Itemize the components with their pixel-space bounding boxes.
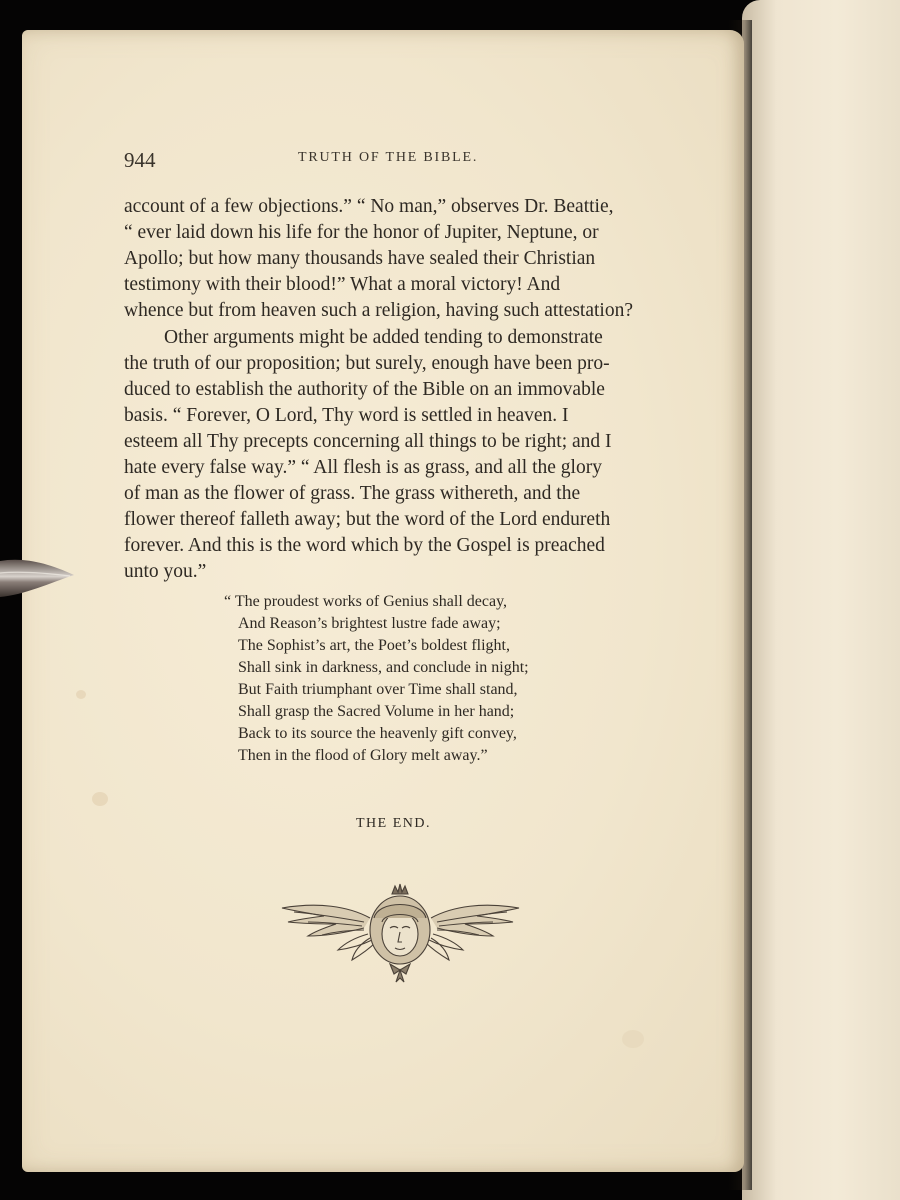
body-line: “ ever laid down his life for the honor of Jupiter, Neptune, or [124,222,599,243]
foxing-spot [92,792,108,806]
body-line: hate every false way.” “ All flesh is as grass, and all the glory [124,457,602,478]
body-line: unto you.” [124,561,207,582]
body-line: flower thereof falleth away; but the word of the Lord endureth [124,509,611,530]
body-line: esteem all Thy precepts concerning all things to be right; and I [124,431,612,452]
foxing-spot [76,690,86,699]
body-line: basis. “ Forever, O Lord, Thy word is settled in heaven. I [124,405,569,426]
facing-page-edge [742,0,900,1200]
page-number: 944 [124,148,156,172]
the-end-label: THE END. [356,816,431,831]
verse-line: “ The proudest works of Genius shall decay, [224,593,508,610]
verse-line: Shall grasp the Sacred Volume in her hand; [238,703,515,720]
body-line: of man as the flower of grass. The grass withereth, and the [124,483,581,504]
verse-line: Shall sink in darkness, and conclude in night; [238,659,529,676]
foxing-spot [622,1030,644,1048]
running-head: TRUTH OF THE BIBLE. [298,150,479,165]
body-line: account of a few objections.” “ No man,” observes Dr. Beattie, [124,196,614,217]
verse-line: Back to its source the heavenly gift convey, [238,725,517,742]
winged-cherub-head-icon [278,878,523,986]
body-line: testimony with their blood!” What a moral victory! And [124,274,561,295]
body-line: duced to establish the authority of the Bible on an immovable [124,379,605,400]
body-line: the truth of our proposition; but surely, enough have been pro- [124,353,610,374]
body-line: whence but from heaven such a religion, having such attestation? [124,300,633,321]
verse-line: The Sophist’s art, the Poet’s boldest flight, [238,637,510,654]
bookmark-clip-icon [0,553,76,601]
body-line: Other arguments might be added tending to demonstrate [164,327,603,348]
verse-line: And Reason’s brightest lustre fade away; [238,615,501,632]
verse-line: But Faith triumphant over Time shall stand, [238,681,518,698]
body-line: Apollo; but how many thousands have sealed their Christian [124,248,596,269]
book-page [22,30,744,1172]
body-line: forever. And this is the word which by the Gospel is preached [124,535,605,556]
verse-line: Then in the flood of Glory melt away.” [238,747,488,764]
